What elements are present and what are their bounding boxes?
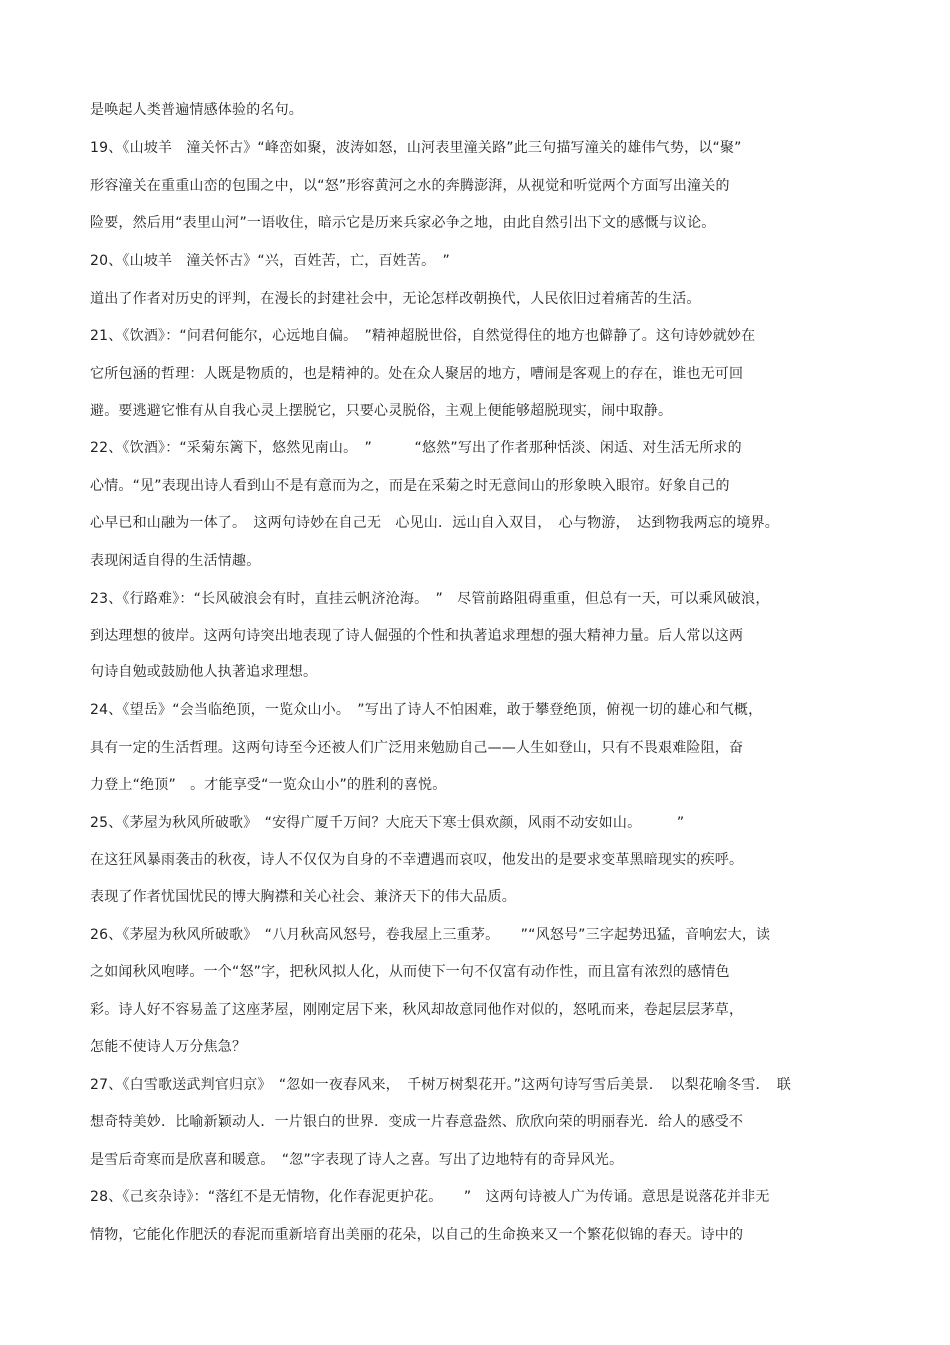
text-line: 在这狂风暴雨袭击的秋夜，诗人不仅仅为自身的不幸遭遇而哀叹，他发出的是要求变革黑暗现实的疾呼。: [90, 852, 744, 868]
text-line: 27、《白雪歌送武判官归京》 “忽如一夜春风来， 千树万树梨花开。”这两句诗写雪后美景． 以梨花喻冬雪． 联: [90, 1077, 792, 1093]
text-line: 20、《山坡羊 潼关怀古》“兴，百姓苦，亡，百姓苦。 ”: [90, 253, 450, 269]
text-line: 22、《饮酒》：“采菊东篱下，悠然见南山。 ” “悠然”写出了作者那种恬淡、闲适、对生活无所求的: [90, 440, 742, 456]
text-line: 到达理想的彼岸。这两句诗突出地表现了诗人倔强的个性和执著追求理想的强大精神力量。后人常以这两: [90, 628, 744, 644]
text-line: 24、《望岳》“会当临绝顶，一览众山小。 ”写出了诗人不怕困难，敢于攀登绝顶，俯视一切的雄心和气概，: [90, 702, 763, 718]
text-line: 25、《茅屋为秋风所破歌》 “安得广厦千万间？大庇天下寒士俱欢颜，风雨不动安如山。 ”: [90, 815, 685, 831]
text-line: 道出了作者对历史的评判，在漫长的封建社会中，无论怎样改朝换代，人民依旧过着痛苦的生活。: [90, 291, 701, 307]
text-line: 险要，然后用“表里山河”一语收住，暗示它是历来兵家必争之地，由此自然引出下文的感慨与议论。: [90, 215, 716, 231]
text-line: 是唤起人类普遍情感体验的名句。: [90, 102, 303, 118]
text-line: 26、《茅屋为秋风所破歌》 “八月秋高风怒号，卷我屋上三重茅。 ”“风怒号”三字起势迅猛，音响宏大，读: [90, 927, 771, 943]
text-line: 表现闲适自得的生活情趣。: [90, 553, 261, 569]
text-line: 心早已和山融为一体了。 这两句诗妙在自己无 心见山．远山自入双目， 心与物游， 达到物我两忘的境界。: [90, 515, 779, 531]
text-line: 力登上“绝顶” 。才能享受“一览众山小”的胜利的喜悦。: [90, 777, 447, 793]
text-line: 28、《己亥杂诗》：“落红不是无情物，化作春泥更护花。 ” 这两句诗被人广为传诵。意思是说落花并非无: [90, 1189, 770, 1205]
text-line: 怎能不使诗人万分焦急？: [90, 1039, 247, 1055]
text-line: 句诗自勉或鼓励他人执著追求理想。: [90, 664, 318, 680]
text-line: 具有一定的生活哲理。这两句诗至今还被人们广泛用来勉励自己——人生如登山，只有不畏艰难险阻，奋: [90, 740, 744, 756]
text-line: 避。要逃避它惟有从自我心灵上摆脱它，只要心灵脱俗，主观上便能够超脱现实，闹中取静。: [90, 403, 673, 419]
text-line: 表现了作者忧国忧民的博大胸襟和关心社会、兼济天下的伟大品质。: [90, 889, 516, 905]
text-line: 21、《饮酒》：“问君何能尔，心远地自偏。 ”精神超脱世俗，自然觉得住的地方也僻静了。这句诗妙就妙在: [90, 328, 756, 344]
text-line: 想奇特美妙．比喻新颖动人．一片银白的世界．变成一片春意盎然、欣欣向荣的明丽春光．给人的感受不: [90, 1114, 744, 1130]
text-line: 它所包涵的哲理：人既是物质的，也是精神的。处在众人聚居的地方，嘈闹是客观上的存在，谁也无可回: [90, 366, 744, 382]
text-line: 彩。诗人好不容易盖了这座茅屋，刚刚定居下来，秋风却故意同他作对似的，怒吼而来，卷起层层茅草，: [90, 1002, 744, 1018]
text-line: 形容潼关在重重山峦的包围之中，以“怒”形容黄河之水的奔腾澎湃，从视觉和听觉两个方面写出潼关的: [90, 178, 730, 194]
text-line: 心情。“见”表现出诗人看到山不是有意而为之，而是在采菊之时无意间山的形象映入眼帘。好象自己的: [90, 478, 730, 494]
text-line: 之如闻秋风咆哮。一个“怒”字，把秋风拟人化，从而使下一句不仅富有动作性，而且富有浓烈的感情色: [90, 964, 730, 980]
text-line: 23、《行路难》：“长风破浪会有时，直挂云帆济沧海。 ” 尽管前路阻碍重重，但总有一天，可以乘风破浪，: [90, 591, 770, 607]
text-line: 情物，它能化作肥沃的春泥而重新培育出美丽的花朵，以自己的生命换来又一个繁花似锦的春天。诗中的: [90, 1227, 744, 1243]
text-line: 是雪后奇寒而是欣喜和暖意。 “忽”字表现了诗人之喜。写出了边地特有的奇异风光。: [90, 1152, 624, 1168]
text-line: 19、《山坡羊 潼关怀古》“峰峦如聚，波涛如怒，山河表里潼关路”此三句描写潼关的雄伟气势，以“聚”: [90, 140, 742, 156]
